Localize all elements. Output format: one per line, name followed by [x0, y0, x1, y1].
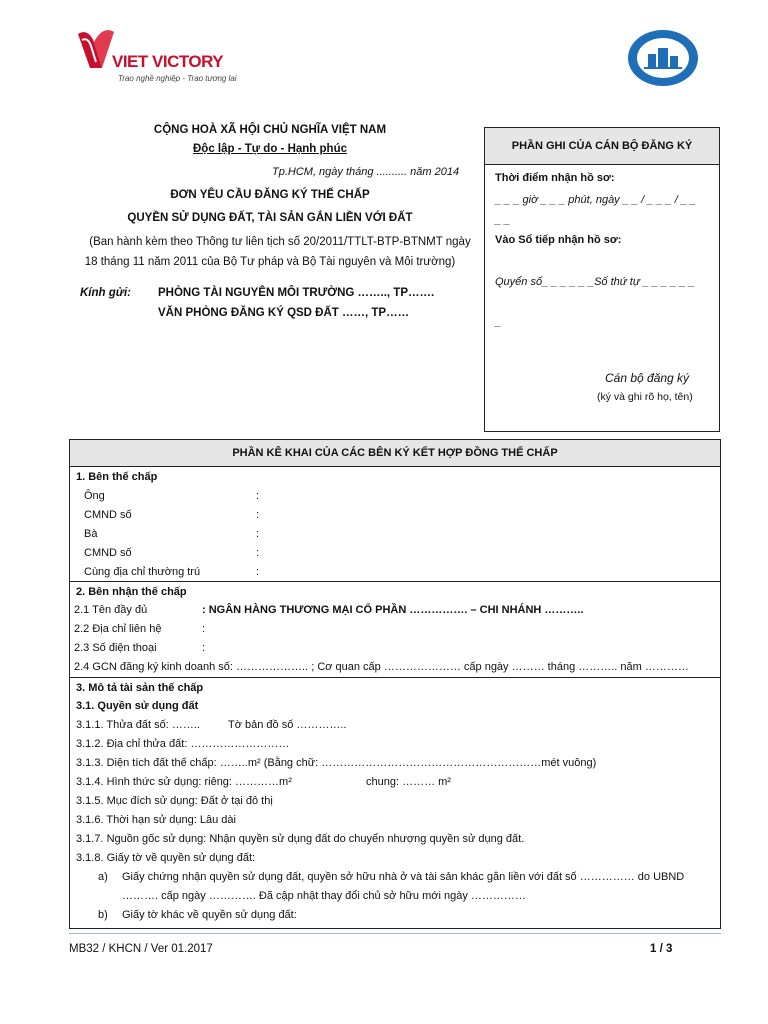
book-number-field[interactable]: Quyển số_ _ _ _ _ _Số thứ tự _ _ _ _ _ _: [495, 276, 695, 288]
documents-heading: 3.1.8. Giấy tờ về quyền sử dụng đất:: [76, 852, 256, 864]
mortgagor-address-label: Cùng địa chỉ thường trú: [84, 566, 201, 578]
item-a-marker: a): [98, 871, 108, 883]
bank-address-label: 2.2 Địa chỉ liên hệ: [74, 623, 162, 635]
bank-name-label: 2.1 Tên đầy đủ: [74, 604, 148, 616]
form-title-1: ĐƠN YÊU CẦU ĐĂNG KÝ THẾ CHẤP: [170, 189, 370, 201]
section-3-heading: 3. Mô tả tài sản thế chấp: [76, 682, 204, 694]
certificate-line-cont[interactable]: ………. cấp ngày …………. Đã cập nhật thay đổi chủ sở hữu mới ngày ……………: [122, 890, 526, 902]
page-number: 1 / 3: [650, 943, 673, 955]
land-use-right-heading: 3.1. Quyền sử dụng đất: [76, 700, 199, 712]
mortgagor-mr-colon[interactable]: :: [256, 490, 260, 502]
nation-title: CỘNG HOÀ XÃ HỘI CHỦ NGHĨA VIỆT NAM: [153, 124, 387, 136]
officer-label: Cán bộ đăng ký: [605, 371, 690, 385]
footer-rule: [69, 933, 721, 934]
sign-note: (ký và ghi rõ họ, tên): [597, 391, 693, 403]
book-number-field-cont: _: [495, 316, 502, 328]
mortgagor-mr-label: Ông: [84, 490, 105, 502]
use-term-line: 3.1.6. Thời hạn sử dụng: Lâu dài: [76, 814, 236, 826]
business-registration-line[interactable]: 2.4 GCN đăng ký kinh doanh số: ……………….. ; Cơ quan cấp ………………… cấp ngày ……… tháng ……….. năm …………: [74, 661, 689, 673]
recipient-2: VĂN PHÒNG ĐĂNG KÝ QSD ĐẤT ……, TP……: [158, 307, 410, 319]
book-label: Vào Sổ tiếp nhận hồ sơ:: [495, 234, 622, 246]
mortgagor-mrs-label: Bà: [84, 528, 98, 540]
other-documents-line[interactable]: Giấy tờ khác về quyền sử dụng đất:: [122, 909, 297, 921]
divider: [70, 677, 720, 678]
kinh-gui-label: Kính gửi:: [80, 287, 132, 299]
item-b-marker: b): [98, 909, 108, 921]
mortgagor-address-colon[interactable]: :: [256, 566, 260, 578]
private-use-field[interactable]: 3.1.4. Hình thức sử dụng: riêng: …………m²: [76, 776, 292, 788]
brand-tagline: Trao nghề nghiệp - Trao tương lai: [118, 74, 237, 83]
use-origin-line: 3.1.7. Nguồn gốc sử dụng: Nhận quyền sử dụng đất do chuyển nhượng quyền sử dụng đất.: [76, 833, 525, 845]
legal-note-2: 18 tháng 11 năm 2011 của Bộ Tư pháp và Bộ Tài nguyên và Môi trường): [84, 256, 456, 268]
form-title-2: QUYỀN SỬ DỤNG ĐẤT, TÀI SẢN GẮN LIỀN VỚI ĐẤT: [127, 212, 413, 224]
mortgagor-mr-id-colon[interactable]: :: [256, 509, 260, 521]
date-line: Tp.HCM, ngày tháng .......... năm 2014: [272, 166, 460, 178]
declaration-section: [69, 439, 721, 929]
map-sheet-field[interactable]: Tờ bản đồ số …………..: [228, 719, 347, 731]
university-seal: [626, 28, 700, 88]
section-1-heading: 1. Bên thế chấp: [76, 471, 158, 483]
bank-phone-colon[interactable]: :: [202, 642, 206, 654]
bank-address-colon[interactable]: :: [202, 623, 206, 635]
motto: Độc lập - Tự do - Hạnh phúc: [193, 143, 347, 155]
brand-logo-mark: [76, 28, 116, 76]
bank-phone-label: 2.3 Số điện thoại: [74, 642, 157, 654]
receive-time-label: Thời điểm nhận hồ sơ:: [495, 172, 615, 184]
certificate-line[interactable]: Giấy chứng nhận quyền sử dụng đất, quyền sở hữu nhà ở và tài sản khác gắn liền với đất số …………… do UBND: [122, 871, 685, 883]
recipient-1: PHÒNG TÀI NGUYÊN MÔI TRƯỜNG …….., TP…….: [158, 287, 435, 299]
use-purpose-line: 3.1.5. Mục đích sử dụng: Đất ở tại đô thị: [76, 795, 273, 807]
shared-use-field[interactable]: chung: ……… m²: [366, 776, 451, 788]
bank-name-value[interactable]: : NGÂN HÀNG THƯƠNG MẠI CỔ PHẦN ……………. – CHI NHÁNH ………..: [202, 604, 584, 616]
divider: [70, 581, 720, 582]
mortgagor-mrs-colon[interactable]: :: [256, 528, 260, 540]
mortgagor-mr-id-label: CMND số: [84, 509, 132, 521]
mortgagor-mrs-id-colon[interactable]: :: [256, 547, 260, 559]
receive-time-field-cont: _ _: [495, 214, 511, 226]
brand-name: VIET VICTORY: [112, 52, 224, 71]
plot-address-field[interactable]: 3.1.2. Địa chỉ thửa đất: ………………………: [76, 738, 290, 750]
legal-note-1: (Ban hành kèm theo Thông tư liên tịch số 20/2011/TTLT-BTP-BTNMT ngày: [89, 236, 471, 248]
receive-time-field[interactable]: _ _ _ giờ _ _ _ phút, ngày _ _ / _ _ _ / _ _: [495, 194, 697, 206]
officer-box-title: PHẦN GHI CỦA CÁN BỘ ĐĂNG KÝ: [485, 128, 719, 165]
plot-number-field[interactable]: 3.1.1. Thửa đất số: ……..: [76, 719, 200, 731]
area-field[interactable]: 3.1.3. Diện tích đất thế chấp: ……..m² (Bằng chữ: ……………………………………………………mét vuông): [76, 757, 597, 769]
declaration-title: PHẦN KÊ KHAI CỦA CÁC BÊN KÝ KẾT HỢP ĐỒNG THẾ CHẤP: [70, 440, 720, 467]
section-2-heading: 2. Bên nhận thế chấp: [76, 586, 187, 598]
form-code: MB32 / KHCN / Ver 01.2017: [69, 943, 213, 955]
officer-box: [484, 127, 720, 432]
mortgagor-mrs-id-label: CMND số: [84, 547, 132, 559]
